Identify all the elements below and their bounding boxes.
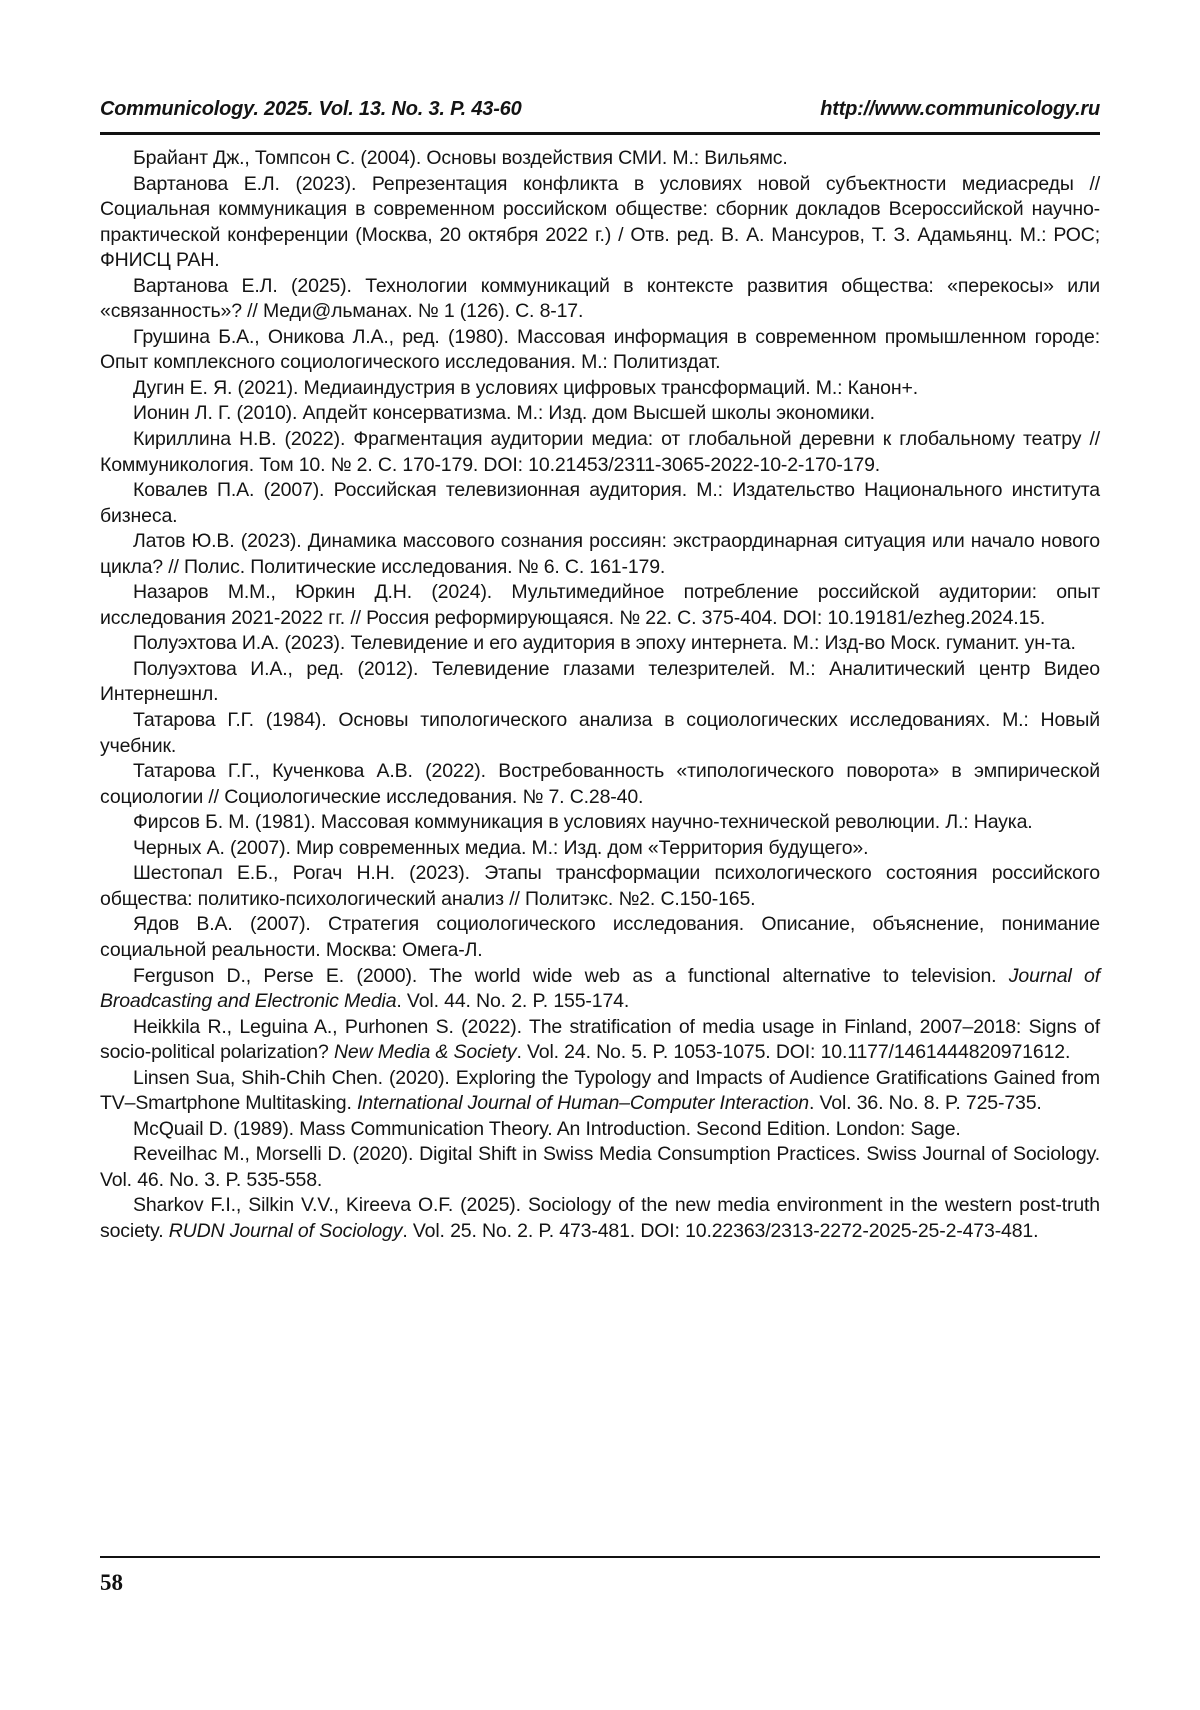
journal-title-italic: RUDN Journal of Sociology bbox=[168, 1219, 403, 1242]
journal-citation: Communicology. 2025. Vol. 13. No. 3. P. 43-60 bbox=[100, 98, 522, 120]
footer-rule bbox=[100, 1556, 1100, 1558]
reference-item: Полуэхтова И.А. (2023). Телевидение и его аудитория в эпоху интернета. М.: Изд-во Моск. гуманит. ун-та. bbox=[133, 632, 1076, 655]
reference-item: Кириллина Н.В. (2022). Фрагментация аудитории медиа: от глобальной деревни к глобальному театру // Коммуникология. Том 10. № 2. С. 170-179. DOI: 10.21453/2311-3065-2022-10-2-170-179. bbox=[100, 428, 1100, 476]
journal-url[interactable]: http://www.communicology.ru bbox=[820, 98, 1100, 120]
reference-item: Sharkov F.I., Silkin V.V., Kireeva O.F. (2025). Sociology of the new media environment in the western post-truth society. RUDN Journal of Sociology. Vol. 25. No. 2. P. 473-481. DOI: 10.22363/2313-2272-2025-25-2-473-481. bbox=[100, 1194, 1100, 1242]
page-number: 58 bbox=[100, 1570, 123, 1595]
journal-title-italic: Journal of Broadcasting and Electronic Media bbox=[100, 964, 1101, 1013]
reference-item: Фирсов Б. М. (1981). Массовая коммуникация в условиях научно-технической революции. Л.: Наука. bbox=[133, 811, 1033, 834]
reference-item: Ионин Л. Г. (2010). Апдейт консерватизма. М.: Изд. дом Высшей школы экономики. bbox=[133, 402, 875, 425]
reference-item: Черных А. (2007). Мир современных медиа. М.: Изд. дом «Территория будущего». bbox=[133, 836, 869, 859]
journal-title-italic: New Media & Society bbox=[333, 1041, 517, 1064]
reference-item: Дугин Е. Я. (2021). Медиаиндустрия в условиях цифровых трансформаций. М.: Канон+. bbox=[133, 376, 918, 399]
reference-item: Полуэхтова И.А., ред. (2012). Телевидение глазами телезрителей. М.: Аналитический центр Видео Интернешнл. bbox=[100, 657, 1100, 706]
reference-item: Вартанова Е.Л. (2023). Репрезентация конфликта в условиях новой субъектности медиасреды // Социальная коммуникация в современном российском обществе: сборник докладов Всероссийской научно-практической конференции (Москва, 20 октября 2022 г.) / Отв. ред. В. А. Мансуров, Т. З. Адамьянц. М.: РОС; ФНИСЦ РАН. bbox=[100, 172, 1100, 272]
reference-item: Грушина Б.А., Оникова Л.А., ред. (1980). Массовая информация в современном промышленном городе: Опыт комплексного социологического исследования. М.: Политиздат. bbox=[100, 325, 1100, 374]
reference-item: Вартанова Е.Л. (2025). Технологии коммуникаций в контексте развития общества: «перекосы» или «связанность»? // Меди@льманах. № 1 (126). С. 8-17. bbox=[100, 274, 1100, 323]
reference-item: Ядов В.А. (2007). Стратегия социологического исследования. Описание, объяснение, понимание социальной реальности. Москва: Омега-Л. bbox=[100, 913, 1100, 961]
page-header bbox=[100, 98, 1100, 121]
reference-item: McQuail D. (1989). Mass Communication Theory. An Introduction. Second Edition. London: Sage. bbox=[133, 1117, 961, 1140]
journal-title-italic: International Journal of Human–Computer Interaction bbox=[357, 1092, 809, 1115]
reference-item: Ковалев П.А. (2007). Российская телевизионная аудитория. М.: Издательство Национального института бизнеса. bbox=[100, 479, 1100, 527]
reference-item: Linsen Sua, Shih-Chih Chen. (2020). Exploring the Typology and Impacts of Audience Gratifications Gained from TV–Smartphone Multitasking. International Journal of Human–Computer Interaction. Vol. 36. No. 8. P. 725-735. bbox=[100, 1066, 1100, 1115]
reference-item: Heikkila R., Leguina A., Purhonen S. (2022). The stratification of media usage in Finland, 2007–2018: Signs of socio-political polarization? New Media & Society. Vol. 24. No. 5. P. 1053-1075. DOI: 10.1177/1461444820971612. bbox=[100, 1015, 1100, 1064]
reference-item: Брайант Дж., Томпсон С. (2004). Основы воздействия СМИ. М.: Вильямс. bbox=[133, 147, 788, 169]
reference-item: Шестопал Е.Б., Рогач Н.Н. (2023). Этапы трансформации психологического состояния российского общества: политико-психологический анализ // Политэкс. №2. С.150-165. bbox=[100, 862, 1100, 910]
reference-item: Латов Ю.В. (2023). Динамика массового сознания россиян: экстраординарная ситуация или начало нового цикла? // Полис. Политические исследования. № 6. С. 161-179. bbox=[100, 530, 1100, 578]
references-list bbox=[100, 146, 1100, 1245]
reference-item: Reveilhac M., Morselli D. (2020). Digital Shift in Swiss Media Consumption Practices. Swiss Journal of Sociology. Vol. 46. No. 3. P. 535-558. bbox=[100, 1143, 1100, 1191]
reference-item: Назаров М.М., Юркин Д.Н. (2024). Мультимедийное потребление российской аудитории: опыт исследования 2021-2022 гг. // Россия реформирующаяся. № 22. С. 375-404. DOI: 10.19181/ezheg.2024.15. bbox=[100, 581, 1100, 629]
reference-item: Ferguson D., Perse E. (2000). The world wide web as a functional alternative to television. Journal of Broadcasting and Electronic Media. Vol. 44. No. 2. P. 155-174. bbox=[100, 964, 1101, 1013]
reference-item: Татарова Г.Г., Кученкова А.В. (2022). Востребованность «типологического поворота» в эмпирической социологии // Социологические исследования. № 7. С.28-40. bbox=[100, 760, 1100, 808]
reference-item: Татарова Г.Г. (1984). Основы типологического анализа в социологических исследованиях. М.: Новый учебник. bbox=[100, 709, 1100, 757]
header-rule bbox=[100, 132, 1100, 135]
